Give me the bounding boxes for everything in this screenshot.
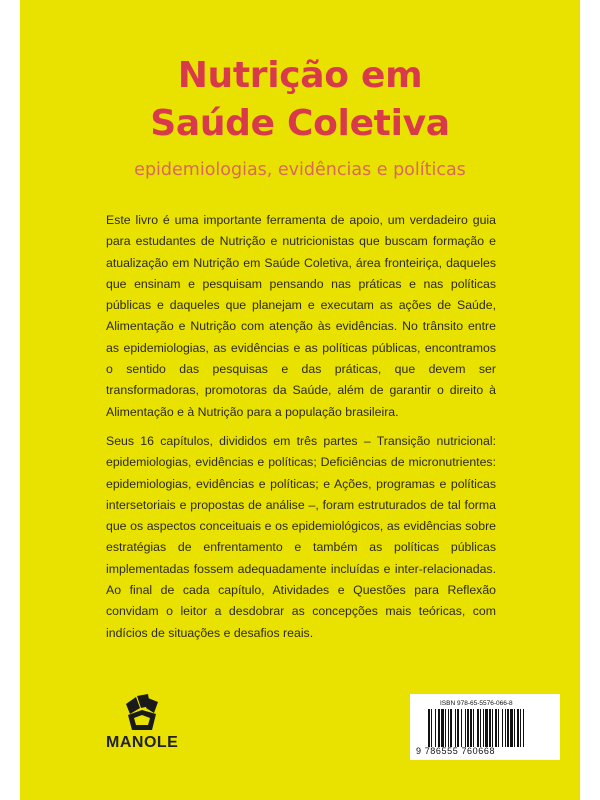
isbn-label: ISBN 978-65-5576-066-8 [440, 700, 513, 707]
publisher-name: MANOLE [106, 734, 179, 751]
book-title-line-1: Nutrição em [177, 55, 423, 96]
book-back-cover [20, 0, 580, 800]
manole-logo-icon [122, 694, 162, 732]
description-paragraph-2: Seus 16 capítulos, divididos em três partes – Transição nutricional: epidemiologias, evidências e políticas; Deficiências de micronutrientes: epidemiologias, evidências e políticas; e Ações, programas e políticas intersetoriais e propostas de análise –, foram estruturados de tal forma que os aspectos conceituais e os epidemiológicos, as evidências sobre estratégias de enfrentamento e também as políticas públicas implementadas fossem adequadamente incluídas e inter-relacionadas. Ao final de cada capítulo, Atividades e Questões para Reflexão convidam o leitor a desdobrar as concepções mais teóricas, com indícios de situações e desafios reais. [106, 433, 496, 640]
book-title [20, 52, 580, 148]
book-title-line-2: Saúde Coletiva [150, 103, 450, 144]
book-description [106, 210, 496, 652]
isbn-barcode-area [410, 694, 560, 760]
description-paragraph-1: Este livro é uma importante ferramenta de apoio, um verdadeiro guia para estudantes de Nutrição e nutricionistas que buscam formação e atualização em Nutrição em Saúde Coletiva, área fronteiriça, daqueles que ensinam e pesquisam pensando nas práticas e nas políticas públicas e daqueles que planejam e executam as ações de Saúde, Alimentação e Nutrição com atenção às evidências. No trânsito entre as epidemiologias, as evidências e as políticas públicas, encontramos o sentido das pesquisas e das práticas, que devem ser transformadoras, promotoras da Saúde, além de garantir o direito à Alimentação e à Nutrição para a população brasileira. [106, 213, 496, 419]
barcode-icon [428, 709, 552, 747]
book-subtitle: epidemiologias, evidências e políticas [134, 160, 466, 180]
publisher-logo [106, 694, 186, 760]
barcode-number: 9 786555 760668 [416, 746, 496, 756]
